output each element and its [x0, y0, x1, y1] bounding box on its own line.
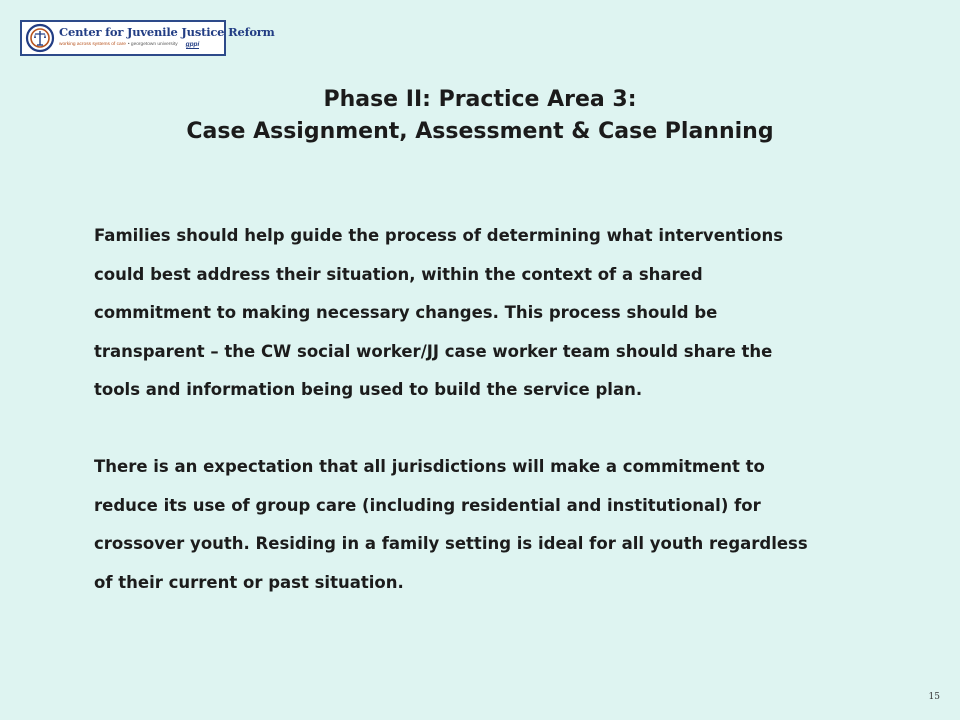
paragraph-2: [94, 448, 944, 602]
cjjr-logo: [20, 20, 275, 56]
title-line-2: Case Assignment, Assessment & Case Planning: [186, 119, 774, 144]
slide-body: [94, 217, 944, 602]
paragraph-line: reduce its use of group care (including residential and institutional) for: [94, 495, 761, 515]
paragraph-line: could best address their situation, within the context of a shared: [94, 264, 703, 284]
paragraph-line: commitment to making necessary changes. This process should be: [94, 303, 718, 322]
logo-badge: gppi: [185, 40, 200, 48]
logo-name: Center for Juvenile Justice Reform: [59, 25, 275, 39]
paragraph-line: transparent – the CW social worker/JJ case worker team should share the: [94, 341, 773, 361]
slide-title: [0, 84, 960, 148]
paragraph-line: Families should help guide the process of determining what interventions: [94, 226, 784, 245]
paragraph-line: tools and information being used to build the service plan.: [94, 380, 643, 399]
paragraph-1: [94, 217, 944, 410]
scales-of-justice-icon: [25, 23, 55, 53]
page-number: 15: [928, 692, 940, 702]
title-line-1: Phase II: Practice Area 3:: [323, 87, 637, 112]
logo-university: • georgetown university: [127, 41, 178, 47]
paragraph-line: crossover youth. Residing in a family setting is ideal for all youth regardless: [94, 534, 808, 553]
paragraph-gap: [94, 410, 944, 449]
logo-tagline: working across systems of care: [59, 41, 126, 47]
paragraph-line: There is an expectation that all jurisdictions will make a commitment to: [94, 457, 765, 476]
paragraph-line: of their current or past situation.: [94, 572, 404, 592]
